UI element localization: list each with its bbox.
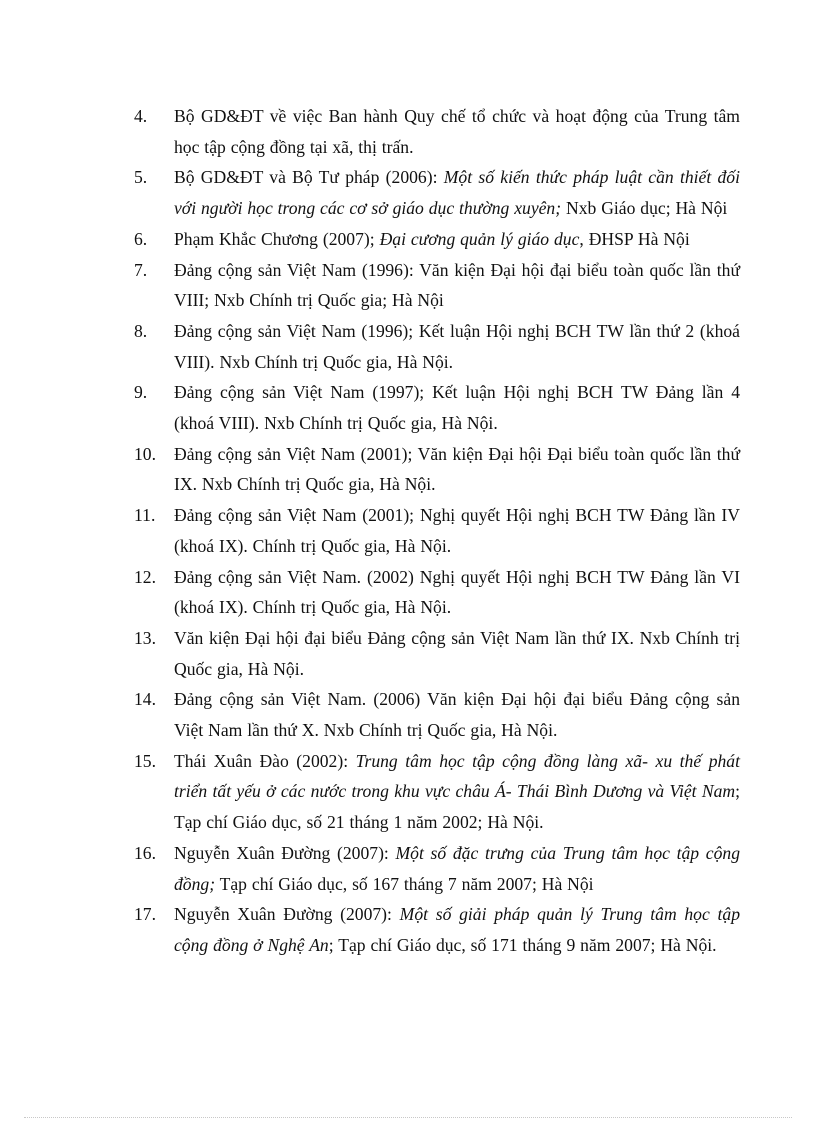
reference-item	[134, 562, 740, 623]
reference-text	[174, 904, 740, 955]
reference-text	[174, 321, 740, 372]
reference-text-segment: Nxb Giáo dục; Hà Nội	[561, 198, 728, 219]
reference-text-segment: , ĐHSP Hà Nội	[579, 228, 690, 249]
reference-text	[174, 689, 740, 740]
reference-item	[134, 162, 740, 223]
reference-item	[134, 377, 740, 438]
reference-text	[174, 260, 740, 311]
reference-number: 4.	[134, 106, 148, 126]
reference-text-segment: Nguyễn Xuân Đường (2007):	[174, 842, 396, 863]
reference-text-segment: Đảng cộng sản Việt Nam. (2002) Nghị quyết Hội nghị BCH TW Đảng lần VI (khoá IX). Chính trị Quốc gia, Hà Nội.	[174, 566, 740, 618]
reference-item	[134, 623, 740, 684]
reference-number: 13.	[134, 627, 156, 648]
reference-text-segment: ; Tạp chí Giáo dục, số 171 tháng 9 năm 2007; Hà Nội.	[328, 934, 717, 955]
reference-text	[174, 628, 740, 679]
reference-text-segment: ; Tạp chí Giáo dục, số 21 tháng 1 năm 2002; Hà Nội.	[174, 781, 740, 833]
reference-item	[134, 684, 740, 745]
reference-number: 9.	[134, 382, 148, 403]
reference-title-italic: Đại cương quản lý giáo dục	[379, 228, 580, 249]
reference-list	[134, 101, 740, 961]
reference-text-segment: Bộ GD&ĐT và Bộ Tư pháp (2006):	[174, 167, 444, 188]
reference-item	[134, 224, 740, 255]
reference-text	[174, 382, 740, 433]
reference-item	[134, 899, 740, 960]
reference-text-segment: Tạp chí Giáo dục, số 167 tháng 7 năm 2007; Hà Nội	[215, 873, 594, 894]
reference-item	[134, 439, 740, 500]
reference-text-segment: Đảng cộng sản Việt Nam (1997); Kết luận Hội nghị BCH TW Đảng lần 4 (khoá VIII). Nxb Chính trị Quốc gia, Hà Nội.	[174, 382, 740, 434]
reference-item	[134, 316, 740, 377]
reference-text	[174, 167, 740, 218]
reference-text-segment: Văn kiện Đại hội đại biểu Đảng cộng sản Việt Nam lần thứ IX. Nxb Chính trị Quốc gia, Hà Nội.	[174, 627, 740, 679]
reference-number: 16.	[134, 842, 156, 863]
reference-text-segment: Đảng cộng sản Việt Nam. (2006) Văn kiện Đại hội đại biểu Đảng cộng sản Việt Nam lần thứ X. Nxb Chính trị Quốc gia, Hà Nội.	[174, 689, 740, 741]
reference-number: 12.	[134, 566, 156, 587]
reference-title-italic: Một số đặc trưng của Trung tâm học tập cộng đồng;	[174, 842, 740, 894]
reference-text-segment: Bộ GD&ĐT về việc Ban hành Quy chế tổ chức và hoạt động của Trung tâm học tập cộng đồng tại xã, thị trấn.	[174, 106, 740, 157]
reference-text-segment: Phạm Khắc Chương (2007);	[174, 228, 380, 249]
reference-text-segment: Đảng cộng sản Việt Nam (2001); Nghị quyết Hội nghị BCH TW Đảng lần IV (khoá IX). Chính trị Quốc gia, Hà Nội.	[174, 505, 740, 556]
reference-item	[134, 746, 740, 838]
reference-number: 15.	[134, 750, 156, 771]
reference-number: 5.	[134, 167, 148, 188]
reference-text	[174, 567, 740, 618]
reference-text-segment: Đảng cộng sản Việt Nam (1996): Văn kiện Đại hội đại biểu toàn quốc lần thứ VIII; Nxb Chính trị Quốc gia; Hà Nội	[174, 259, 740, 311]
reference-number: 7.	[134, 259, 148, 280]
reference-number: 17.	[134, 904, 156, 925]
reference-text	[174, 505, 740, 556]
reference-text-segment: Thái Xuân Đào (2002):	[174, 750, 356, 771]
reference-number: 6.	[134, 228, 148, 249]
reference-item	[134, 255, 740, 316]
reference-title-italic: Trung tâm học tập cộng đồng làng xã- xu thế phát triển tất yếu ở các nước trong khu vực châu Á- Thái Bình Dương và Việt Nam	[174, 750, 740, 802]
reference-text	[174, 229, 690, 249]
reference-number: 10.	[134, 443, 156, 464]
reference-text-segment: Đảng cộng sản Việt Nam (1996); Kết luận Hội nghị BCH TW lần thứ 2 (khoá VIII). Nxb Chính trị Quốc gia, Hà Nội.	[174, 320, 740, 372]
reference-number: 8.	[134, 320, 148, 341]
reference-title-italic: Một số giải pháp quản lý Trung tâm học tập cộng đồng ở Nghệ An	[174, 904, 740, 955]
reference-text	[174, 843, 740, 894]
reference-text	[174, 106, 740, 157]
reference-number: 14.	[134, 689, 156, 710]
reference-item	[134, 838, 740, 899]
page-bottom-divider	[24, 1117, 792, 1118]
reference-text-segment: Đảng cộng sản Việt Nam (2001); Văn kiện Đại hội Đại biểu toàn quốc lần thứ IX. Nxb Chính trị Quốc gia, Hà Nội.	[174, 443, 740, 495]
reference-item	[134, 500, 740, 561]
reference-text-segment: Nguyễn Xuân Đường (2007):	[174, 904, 400, 925]
reference-item	[134, 101, 740, 162]
reference-number: 11.	[134, 505, 156, 526]
reference-title-italic: Một số kiến thức pháp luật cần thiết đối với người học trong các cơ sở giáo dục thường xuyên;	[174, 167, 740, 219]
reference-text	[174, 751, 740, 832]
reference-text	[174, 444, 740, 495]
